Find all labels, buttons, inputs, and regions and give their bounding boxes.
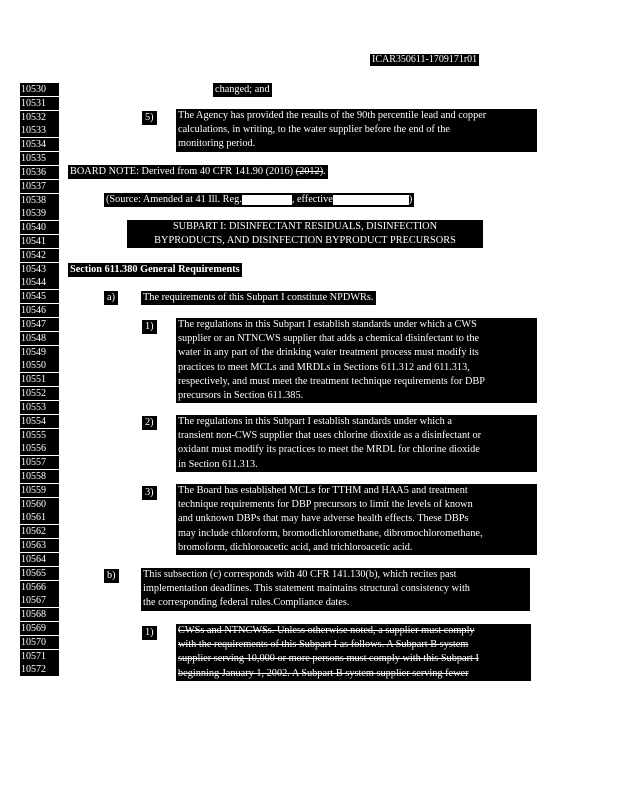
line-number: 10572 [20,663,59,676]
item-1-text [176,318,537,403]
line-number: 10530 [20,83,59,96]
line-number: 10545 [20,290,59,303]
line-number: 10567 [20,594,59,607]
line-number: 10556 [20,442,59,455]
text-line: respectively, and must meet the treatment technique requirements for DBP [178,375,485,387]
line-number: 10542 [20,249,59,262]
text-line: oxidant must modify its practices to meet the MRDL for chlorine dioxide [178,444,480,456]
item-2-text [176,415,537,472]
subsection-label-b: b) [104,569,119,583]
text-line: technique requirements for DBP precursors to limit the levels of known [178,499,473,511]
line-number: 10547 [20,318,59,331]
line-number: 10569 [20,622,59,635]
text-line: The Board has established MCLs for TTHM and HAA5 and treatment [178,485,468,496]
line-number: 10533 [20,124,59,137]
line-number: 10566 [20,581,59,594]
line-number: 10531 [20,97,59,110]
source-line: (Source: Amended at 41 Ill. Reg. , effective ) [106,194,413,205]
line-number: 10563 [20,539,59,552]
item-5-text [176,109,537,152]
line-number: 10564 [20,553,59,566]
subpart-title-line: BYPRODUCTS, AND DISINFECTION BYPRODUCT PRECURSORS [154,235,456,247]
subsection-b-text [141,568,530,611]
text-line: This subsection (c) corresponds with 40 CFR 141.130(b), which recites past [143,569,457,580]
document-id: ICAR350611-1709171r01 [372,54,478,65]
line-number: 10551 [20,373,59,386]
line-number: 10538 [20,194,59,207]
text-line: The requirements of this Subpart I constitute NPDWRs. [143,292,374,303]
text-line: The Agency has provided the results of the 90th percentile lead and copper [178,110,487,121]
section-heading [68,263,242,277]
item-label-1: 1) [142,320,157,334]
line-number: 10546 [20,304,59,317]
text-line: and unknown DBPs that may have adverse health effects. These DBPs [178,513,469,525]
item-label-2: 2) [142,416,157,430]
line-number: 10568 [20,608,59,621]
line-number: 10543 [20,263,59,276]
line-number: 10557 [20,456,59,469]
text-line: with the requirements of this Subpart I as follows. A Subpart B system [178,639,469,651]
line-number: 10571 [20,650,59,663]
section-heading-text: Section 611.380 General Requirements [70,264,240,275]
text-line: CWSs and NTNCWSs. Unless otherwise noted, a supplier must comply [178,625,475,636]
subsection-label-a: a) [104,291,118,305]
text-line: practices to meet MCLs and MRDLs in Sections 611.312 and 611.313, [178,361,470,373]
text-line: bromoform, dichloroacetic acid, and trichloroacetic acid. [178,541,413,553]
subpart-title [127,220,483,248]
line-number: 10561 [20,511,59,524]
line-number: 10541 [20,235,59,248]
line-number: 10558 [20,470,59,483]
line-number: 10532 [20,111,59,124]
source-note [104,193,414,207]
text-line: supplier or an NTNCWS supplier that adds a chemical disinfectant to the [178,333,480,345]
line-number: 10550 [20,359,59,372]
text-line: transient non-CWS supplier that uses chlorine dioxide as a disinfectant or [178,430,482,442]
line-number: 10562 [20,525,59,538]
line-number: 10534 [20,138,59,151]
text-line: beginning January 1, 2002. A Subpart B system supplier serving fewer [178,667,469,679]
text-line: in Section 611.313. [178,458,258,470]
board-note-line: BOARD NOTE: Derived from 40 CFR 141.90 (2016) (2012). [70,166,326,177]
text-line: the corresponding federal rules.Compliance dates. [143,597,350,609]
text-line: The regulations in this Subpart I establish standards under which a CWS [178,319,477,330]
item-3-text [176,484,537,555]
item-label-3: 3) [142,486,157,500]
line-number: 10537 [20,180,59,193]
text-line: The regulations in this Subpart I establish standards under which a [178,416,452,427]
line-number: 10544 [20,276,59,289]
text-line: monitoring period. [178,138,256,150]
subsection-a-text [141,291,376,305]
line-number: 10553 [20,401,59,414]
line-number: 10539 [20,207,59,220]
line-number: 10540 [20,221,59,234]
text-line: precursors in Section 611.385. [178,390,304,402]
line-number: 10536 [20,166,59,179]
item-label-b1: 1) [142,626,157,640]
board-note [68,165,328,179]
line-number: 10555 [20,429,59,442]
subpart-title-line: SUBPART I: DISINFECTANT RESIDUALS, DISINFECTION [172,221,438,232]
line-number: 10552 [20,387,59,400]
text-line: may include chloroform, bromodichloromethane, dibromochloromethane, [178,527,483,539]
line-number: 10548 [20,332,59,345]
item-label-5: 5) [142,111,157,125]
text-line: supplier serving 10,000 or more persons must comply with this Subpart I [178,653,479,665]
line-number: 10554 [20,415,59,428]
line-number: 10570 [20,636,59,649]
text-line: calculations, in writing, to the water supplier before the end of the [178,124,450,136]
text-line: implementation deadlines. This statement maintains structural consistency with [143,583,470,595]
paragraph-continuation [213,83,272,97]
line-number: 10549 [20,346,59,359]
line-number: 10560 [20,498,59,511]
text-line: water in any part of the drinking water treatment process must modify its [178,347,479,359]
line-number: 10559 [20,484,59,497]
line-number: 10535 [20,152,59,165]
line-number: 10565 [20,567,59,580]
paragraph-line: changed; and [215,84,270,95]
item-b1-struck-text [176,624,531,681]
